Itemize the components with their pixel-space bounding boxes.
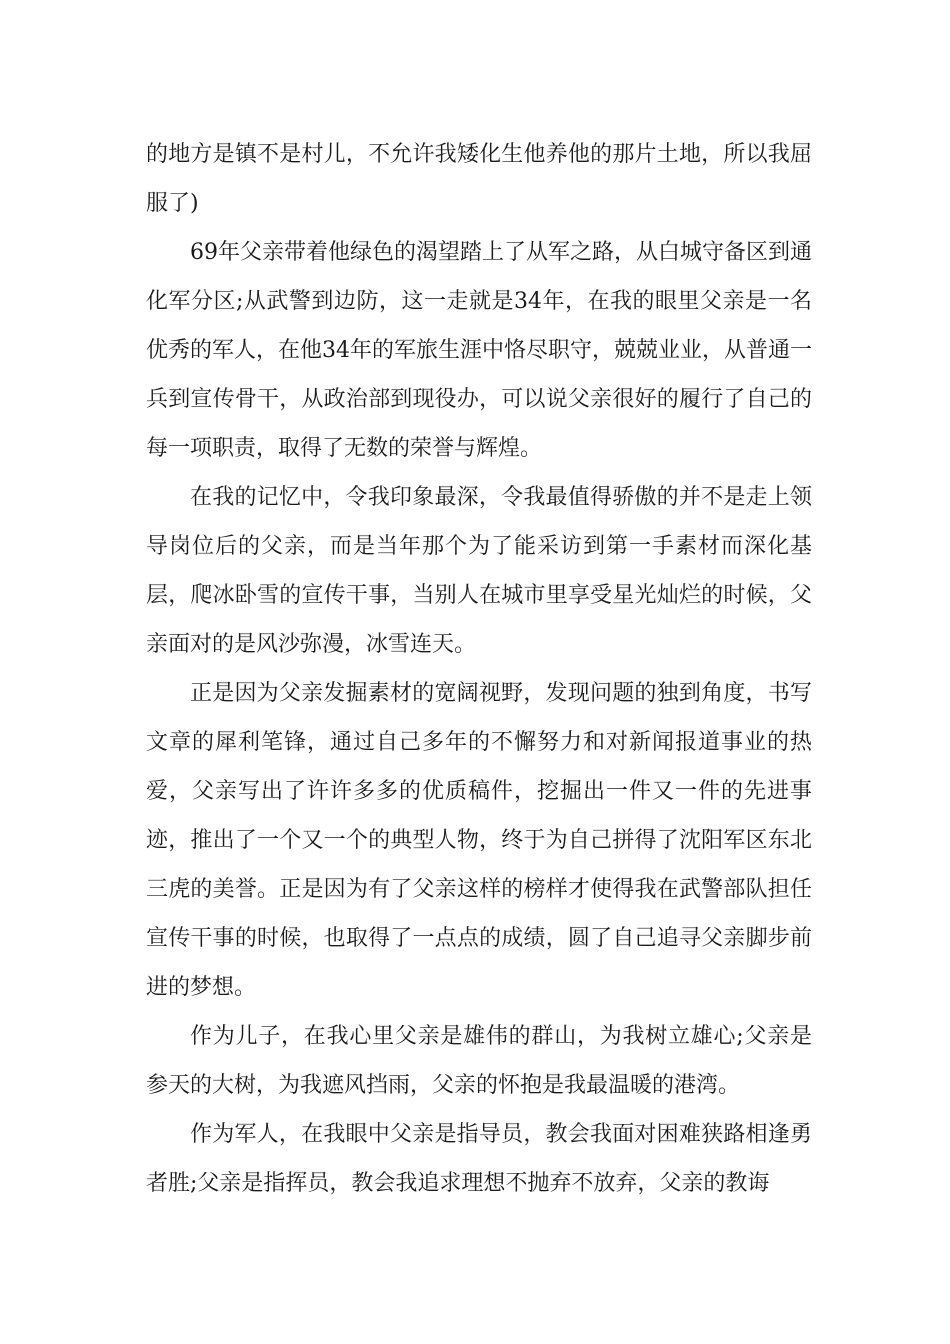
paragraph-6: 作为军人，在我眼中父亲是指导员，教会我面对困难狭路相逢勇者胜;父亲是指挥员，教会我追求理想不抛弃不放弃，父亲的教诲 [146,1122,812,1196]
paragraph-1: 的地方是镇不是村儿，不允许我矮化生他养他的那片土地，所以我屈服了) [146,142,812,216]
paragraph-2: 69年父亲带着他绿色的渴望踏上了从军之路，从白城守备区到通化军分区;从武警到边防，这一走就是34年，在我的眼里父亲是一名优秀的军人，在他34年的军旅生涯中恪尽职守，兢兢业业，从普通一兵到宣传骨干，从政治部到现役办，可以说父亲很好的履行了自己的每一项职责，取得了无数的荣誉与辉煌。 [146,240,812,461]
paragraph-5: 作为儿子，在我心里父亲是雄伟的群山，为我树立雄心;父亲是参天的大树，为我遮风挡雨，父亲的怀抱是我最温暖的港湾。 [146,1024,812,1098]
document-body [146,130,812,1208]
paragraph-4: 正是因为父亲发掘素材的宽阔视野，发现问题的独到角度，书写文章的犀利笔锋，通过自己多年的不懈努力和对新闻报道事业的热爱，父亲写出了许许多多的优质稿件，挖掘出一件又一件的先进事迹，推出了一个又一个的典型人物，终于为自己拼得了沈阳军区东北三虎的美誉。正是因为有了父亲这样的榜样才使得我在武警部队担任宣传干事的时候，也取得了一点点的成绩，圆了自己追寻父亲脚步前进的梦想。 [146,681,812,1000]
paragraph-3: 在我的记忆中，令我印象最深，令我最值得骄傲的并不是走上领导岗位后的父亲，而是当年那个为了能采访到第一手素材而深化基层，爬冰卧雪的宣传干事，当别人在城市里享受星光灿烂的时候，父亲面对的是风沙弥漫，冰雪连天。 [146,485,812,657]
